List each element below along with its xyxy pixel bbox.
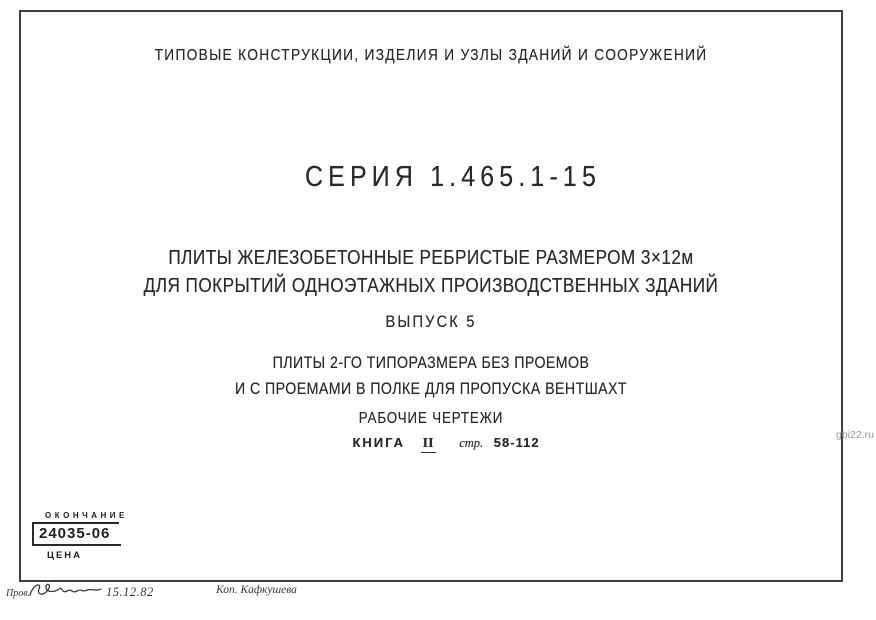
catalog-code: 24035-06: [32, 524, 121, 546]
document-classification-header: ТИПОВЫЕ КОНСТРУКЦИИ, ИЗДЕЛИЯ И УЗЛЫ ЗДАНИЙ И СООРУЖЕНИЙ: [154, 47, 708, 64]
pages-label: стр.: [459, 436, 484, 450]
checked-date: 15.12.82: [106, 585, 154, 599]
checked-by-label: Пров.: [6, 588, 31, 599]
price-label: ЦЕНА: [47, 550, 82, 561]
series-title: СЕРИЯ 1.465.1-15: [305, 161, 601, 193]
book-number: II: [422, 436, 434, 451]
site-watermark: gbi22.ru: [836, 429, 874, 441]
price-stamp-block: [32, 511, 128, 561]
document-type: РАБОЧИЕ ЧЕРТЕЖИ: [358, 410, 504, 427]
pages-range: 58-112: [493, 435, 540, 450]
book-reference: [34, 435, 858, 453]
scope-line2: И С ПРОЕМАМИ В ПОЛКЕ ДЛЯ ПРОПУСКА ВЕНТШАХТ: [234, 380, 628, 398]
scope-line1: ПЛИТЫ 2-ГО ТИПОРАЗМЕРА БЕЗ ПРОЕМОВ: [272, 354, 590, 372]
document-subtitle-line1: ПЛИТЫ ЖЕЛЕЗОБЕТОННЫЕ РЕБРИСТЫЕ РАЗМЕРОМ 3×12м: [168, 247, 694, 269]
document-subtitle-line2: ДЛЯ ПОКРЫТИЙ ОДНОЭТАЖНЫХ ПРОИЗВОДСТВЕННЫХ ЗДАНИЙ: [143, 275, 719, 297]
issue-number: ВЫПУСК 5: [385, 312, 477, 331]
completion-label: ОКОНЧАНИЕ: [32, 511, 119, 524]
book-label: КНИГА: [352, 435, 406, 450]
copied-by-label: Коп. Кафкушева: [216, 584, 297, 596]
signature-scribble: [26, 579, 104, 603]
